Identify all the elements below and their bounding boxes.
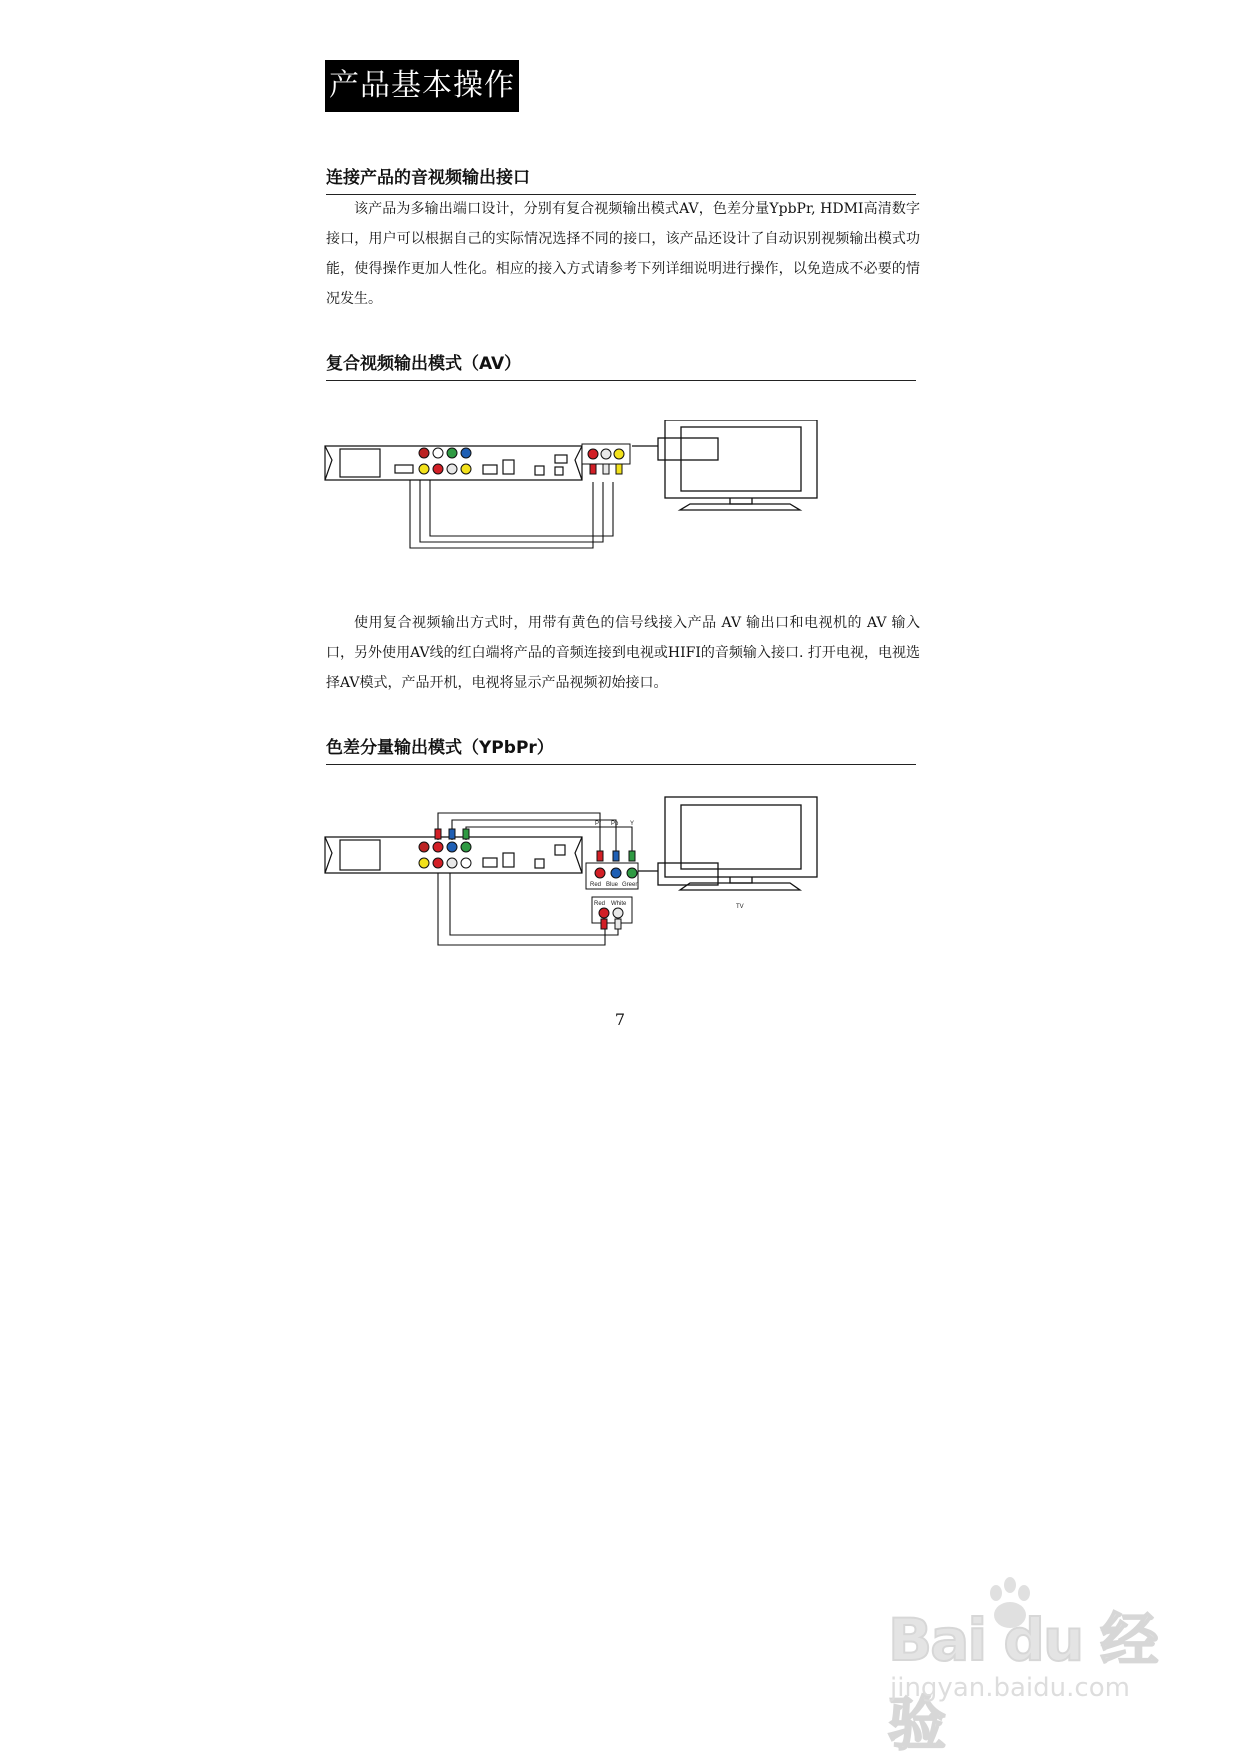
label-green: Green <box>622 882 639 888</box>
page-number: 7 <box>614 1010 626 1029</box>
label-red-audio: Red <box>594 901 606 907</box>
av-cable <box>410 480 613 548</box>
tv-audio-input-jacks <box>592 897 632 929</box>
label-pr: Pr <box>595 821 601 827</box>
watermark-brand: Bai du 经验 <box>888 1606 1157 1758</box>
label-white-audio: White <box>611 901 627 907</box>
section-heading-av-outputs: 连接产品的音视频输出接口 <box>326 163 916 195</box>
tv-set <box>638 797 817 890</box>
label-blue: Blue <box>606 882 619 888</box>
intro-paragraph: 该产品为多输出端口设计，分别有复合视频输出模式AV，色差分量YpbPr, HDMI高清数字接口，用户可以根据自己的实际情况选择不同的接口，该产品还设计了自动识别视频输出模式功能，使得操作更加人性化。相应的接入方式请参考下列详细说明进行操作，以免造成不必要的情况发生。 <box>326 201 920 307</box>
tv-set <box>632 420 817 510</box>
component-ypbpr-connection-diagram <box>320 795 930 965</box>
cable-plugs <box>435 829 469 839</box>
section-heading-component-ypbpr: 色差分量输出模式（YPbPr） <box>326 733 916 765</box>
section-heading-composite-av: 复合视频输出模式（AV） <box>326 349 916 381</box>
label-pb: Pb <box>611 821 619 827</box>
label-tv: TV <box>736 904 744 910</box>
player-av-jacks <box>419 448 471 474</box>
tv-component-input-jacks <box>586 821 639 889</box>
baidu-jingyan-watermark <box>880 1575 1180 1758</box>
player-component-jacks <box>419 842 471 868</box>
composite-av-paragraph: 使用复合视频输出方式时，用带有黄色的信号线接入产品 AV 输出口和电视机的 AV 输入口，另外使用AV线的红白端将产品的音频连接到电视或HIFI的音频输入接口. 打开电视，电视选择AV模式，产品开机，电视将显示产品视频初始接口。 <box>326 615 920 691</box>
composite-av-connection-diagram <box>320 420 930 570</box>
label-red: Red <box>590 882 602 888</box>
watermark-url: jingyan.baidu.com <box>890 1673 1130 1703</box>
tv-av-input-jacks <box>582 444 630 474</box>
page-title: 产品基本操作 <box>325 60 519 112</box>
label-y: Y <box>630 821 635 827</box>
